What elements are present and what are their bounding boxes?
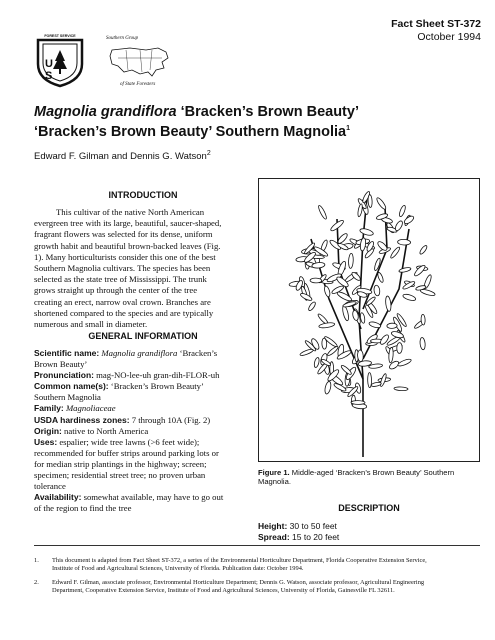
gi-hardiness: USDA hardiness zones: 7 through 10A (Fig. 2) [34,414,211,425]
leaf-shape [299,348,313,357]
leaf-shape [390,246,401,259]
leaf-shape [323,285,330,297]
leaf-shape [387,323,397,329]
leaf-shape [357,204,363,217]
leaf-shape [398,205,406,218]
general-information-list: Scientific name: Magnolia grandiflora ‘Bracken’s Brown Beauty’ Pronunciation: mag-NO-lee-uh gran-dih-FLOR-uh Common name(s): ‘Bracken’s Brown Beauty’ Southern Magnolia Family: Magnoliaceae USDA hardiness zones: 7 through 10A (Fig. 2) Origin: native to North America Uses: espalier; wide tree lawns (>6 feet wide); recommended for buffer strips around parking lots or for median strip plantings in the highway; screen; specimen; residential street tree; no proven urban tolerance Availability: somewhat available, may have to go out of the region to find the tree [34,348,254,514]
gi-pronunciation: Pronunciation: mag-NO-lee-uh gran-dih-FLOR-uh [34,370,220,381]
leaf-shape [385,296,392,312]
leaf-shape [391,330,404,339]
gi-uses: Uses: espalier; wide tree lawns (>6 feet wide); [34,436,200,447]
leaf-shape [317,205,327,220]
map-logo-bottom-text: of State Foresters [120,82,156,87]
leaf-shape [368,321,381,329]
leaf-shape [394,220,404,232]
introduction-heading: INTRODUCTION [108,190,178,200]
leaf-shape [307,301,316,312]
introduction-body: This cultivar of the native North American evergreen tree with its large, beautiful, saucer-shaped, fragrant flowers was selected for its dense, uniform growth habit and beautiful brown-backed leaves (Fig. 1). Many horticulturists consider this one of the best Southern Magnolia cultivars. The species has been selected as the state tree of Mississippi. The trunk grows straight up through the center of the tree creating an erect, narrow oval crown. Branches are shortened compared to the species and are typically numerous and small in diameter. [34,207,222,330]
footnote-2: 2. Edward F. Gilman, associate professor, Environmental Horticulture Department; Dennis G. Watson, associate professor, Agricultural Engineering Department, Cooperative Extension Service, Institute of Food and Agricultural Sciences, University of Florida, Gainesville FL 32611. [34,579,425,595]
leaf-shape [375,197,387,211]
leaf-shape [313,357,320,368]
leaf-shape [419,337,425,350]
leaf-shape [377,272,384,283]
leaf-shape [399,267,412,273]
state-foresters-logo [106,36,176,90]
leaf-shape [368,195,373,208]
logo-us-letters: U S [45,58,61,82]
description-spread: Spread: 15 to 20 feet [258,532,340,542]
gi-origin: Origin: native to North America [34,425,149,436]
leaf-shape [351,400,365,404]
figure-1-frame [258,178,480,462]
footnote-divider [34,545,480,546]
leaf-shape [357,350,363,362]
forest-service-logo [34,34,86,88]
logo-top-text: FOREST SERVICE [44,34,76,38]
gi-scientific-name: Scientific name: Magnolia grandiflora ‘Bracken’s [34,348,218,358]
leaf-shape [359,228,374,237]
leaf-shape [319,322,335,329]
leaf-shape [312,262,325,269]
gi-common-names: Common name(s): ‘Bracken’s Brown Beauty’ [34,381,204,392]
title-line-2: ‘Bracken’s Brown Beauty’ Southern Magnolia$^1$ [34,124,350,140]
leaf-shape [397,343,403,354]
leaf-shape [419,245,428,256]
gi-family: Family: Magnoliaceae [34,403,116,414]
leaf-shape [336,290,352,302]
authors: Edward F. Gilman and Dennis G. Watson$^2$ [34,150,211,163]
map-logo-top-text: Southern Group [106,36,139,41]
leaf-shape [373,285,380,296]
leaf-shape [402,293,416,302]
leaf-shape [421,314,426,325]
leaf-shape [327,345,340,356]
leaf-shape [394,387,408,391]
leaf-shape [397,239,410,245]
leaf-shape [310,278,322,283]
gi-availability: Availability: somewhat available, may have to go out [34,492,224,503]
leaf-shape [342,305,350,321]
title-line-1: Magnolia grandiflora ‘Bracken’s Brown Beauty’ [34,104,359,120]
fact-sheet-number: Fact Sheet ST-372 [391,18,481,30]
leaf-shape [348,253,353,268]
fact-sheet-date: October 1994 [417,31,481,43]
leaf-shape [397,358,412,367]
footnote-1: 1. This document is adapted from Fact Sheet ST-372, a series of the Environmental Horticulture Department, Florida Cooperative Extension Service, Institute of Food and Agricultural Sciences, University of Florida. Publication date: October 1994. [34,557,427,573]
figure-1-caption: Figure 1. Middle-aged ‘Bracken’s Brown Beauty’ Southern Magnolia. [258,468,455,487]
magnolia-tree-illustration [259,179,479,461]
southern-states-map-icon [106,44,176,80]
description-heading: DESCRIPTION [338,503,400,513]
general-information-heading: GENERAL INFORMATION [88,331,198,341]
leaf-shape [371,382,382,387]
description-height: Height: 30 to 50 feet [258,521,337,531]
leaf-shape [324,381,332,395]
